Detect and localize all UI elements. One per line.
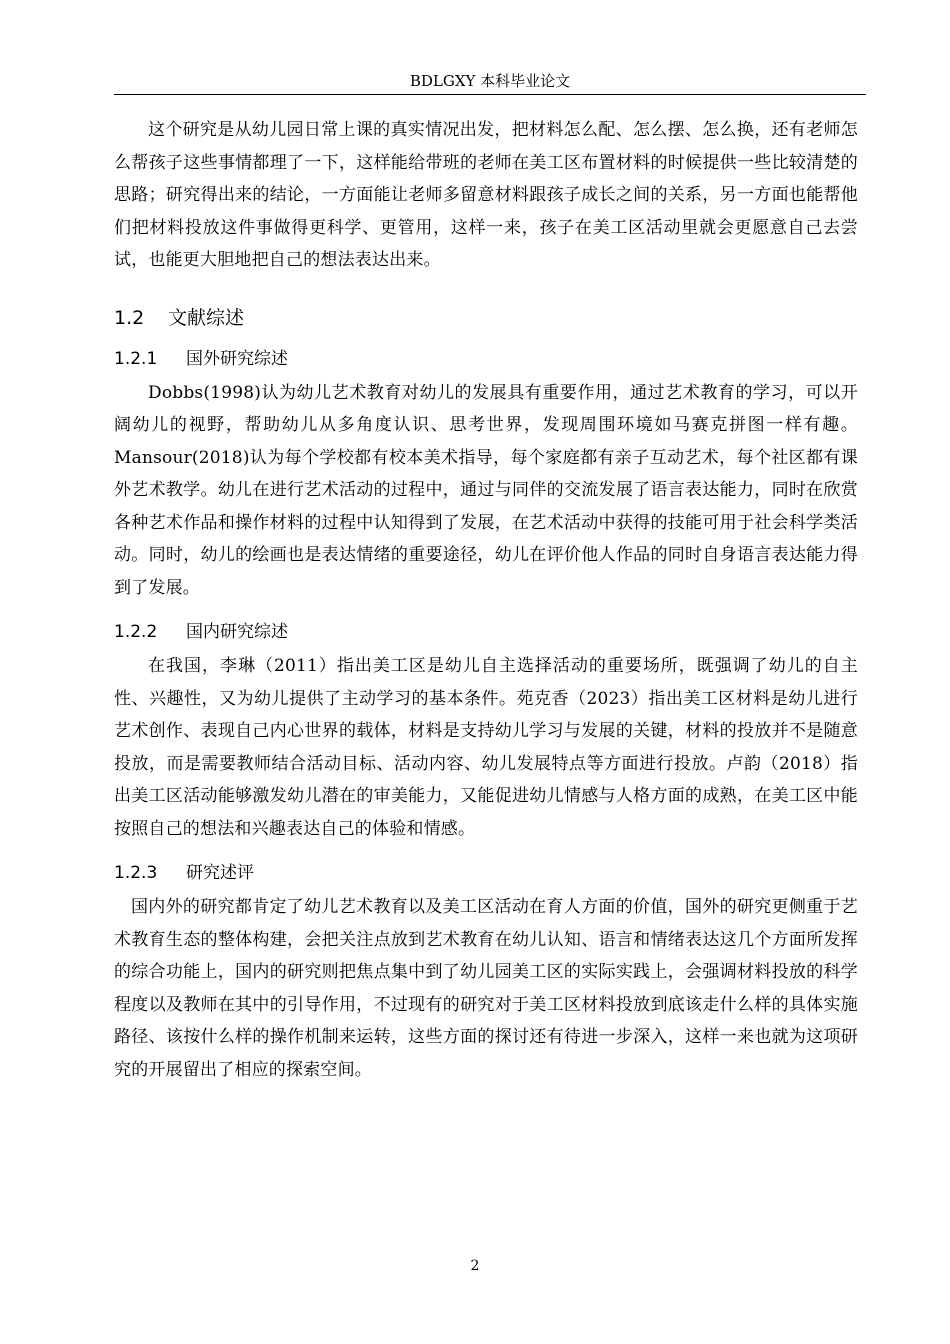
- subsection-heading-1-2-1: [114, 347, 858, 371]
- foreign-research-paragraph: Dobbs(1998)认为幼儿艺术教育对幼儿的发展具有重要作用，通过艺术教育的学习，可以开阔幼儿的视野，帮助幼儿从多角度认识、思考世界，发现周围环境如马赛克拼图一样有趣。Mansour(2018)认为每个学校都有校本美术指导，每个家庭都有亲子互动艺术，每个社区都有课外艺术教学。幼儿在进行艺术活动的过程中，通过与同伴的交流发展了语言表达能力，同时在欣赏各种艺术作品和操作材料的过程中认知得到了发展，在艺术活动中获得的技能可用于社会科学类活动。同时，幼儿的绘画也是表达情绪的重要途径，幼儿在评价他人作品的同时自身语言表达能力得到了发展。: [114, 382, 858, 598]
- section-number: 1.2: [114, 306, 145, 329]
- page-footer: [0, 1258, 950, 1274]
- page-number: 2: [470, 1258, 480, 1274]
- subsection-title: 研究述评: [186, 863, 254, 883]
- subsection-heading-1-2-3: [114, 861, 858, 885]
- page-body: [114, 114, 858, 1086]
- subsection-number: 1.2.1: [114, 348, 158, 369]
- subsection-title: 国内研究综述: [186, 622, 288, 642]
- review-paragraph: 国内外的研究都肯定了幼儿艺术教育以及美工区活动在育人方面的价值，国外的研究更侧重于艺术教育生态的整体构建，会把关注点放到艺术教育在幼儿认知、语言和情绪表达这几个方面所发挥的综合功能上，国内的研究则把焦点集中到了幼儿园美工区的实际实践上，会强调材料投放的科学程度以及教师在其中的引导作用，不过现有的研究对于美工区材料投放到底该走什么样的具体实施路径、该按什么样的操作机制来运转，这些方面的探讨还有待进一步深入，这样一来也就为这项研究的开展留出了相应的探索空间。: [114, 897, 858, 1080]
- domestic-research-paragraph: 在我国，李琳（2011）指出美工区是幼儿自主选择活动的重要场所，既强调了幼儿的自主性、兴趣性，又为幼儿提供了主动学习的基本条件。苑克香（2023）指出美工区材料是幼儿进行艺术创作、表现自己内心世界的载体，材料是支持幼儿学习与发展的关键，材料的投放并不是随意投放，而是需要教师结合活动目标、活动内容、幼儿发展特点等方面进行投放。卢韵（2018）指出美工区活动能够激发幼儿潜在的审美能力，又能促进幼儿情感与人格方面的成熟，在美工区中能按照自己的想法和兴趣表达自己的体验和情感。: [114, 656, 858, 839]
- intro-paragraph: 这个研究是从幼儿园日常上课的真实情况出发，把材料怎么配、怎么摆、怎么换，还有老师怎么帮孩子这些事情都理了一下，这样能给带班的老师在美工区布置材料的时候提供一些比较清楚的思路；研究得出来的结论，一方面能让老师多留意材料跟孩子成长之间的关系，另一方面也能帮他们把材料投放这件事做得更科学、更管用，这样一来，孩子在美工区活动里就会更愿意自己去尝试，也能更大胆地把自己的想法表达出来。: [114, 120, 858, 270]
- subsection-number: 1.2.3: [114, 863, 158, 883]
- subsection-number: 1.2.2: [114, 622, 158, 642]
- section-title: 文献综述: [168, 306, 245, 329]
- header-title: BDLGXY 本科毕业论文: [409, 72, 571, 90]
- page-header: [114, 72, 866, 95]
- subsection-title: 国外研究综述: [186, 348, 288, 369]
- section-heading-1-2: [114, 305, 858, 331]
- subsection-heading-1-2-2: [114, 620, 858, 644]
